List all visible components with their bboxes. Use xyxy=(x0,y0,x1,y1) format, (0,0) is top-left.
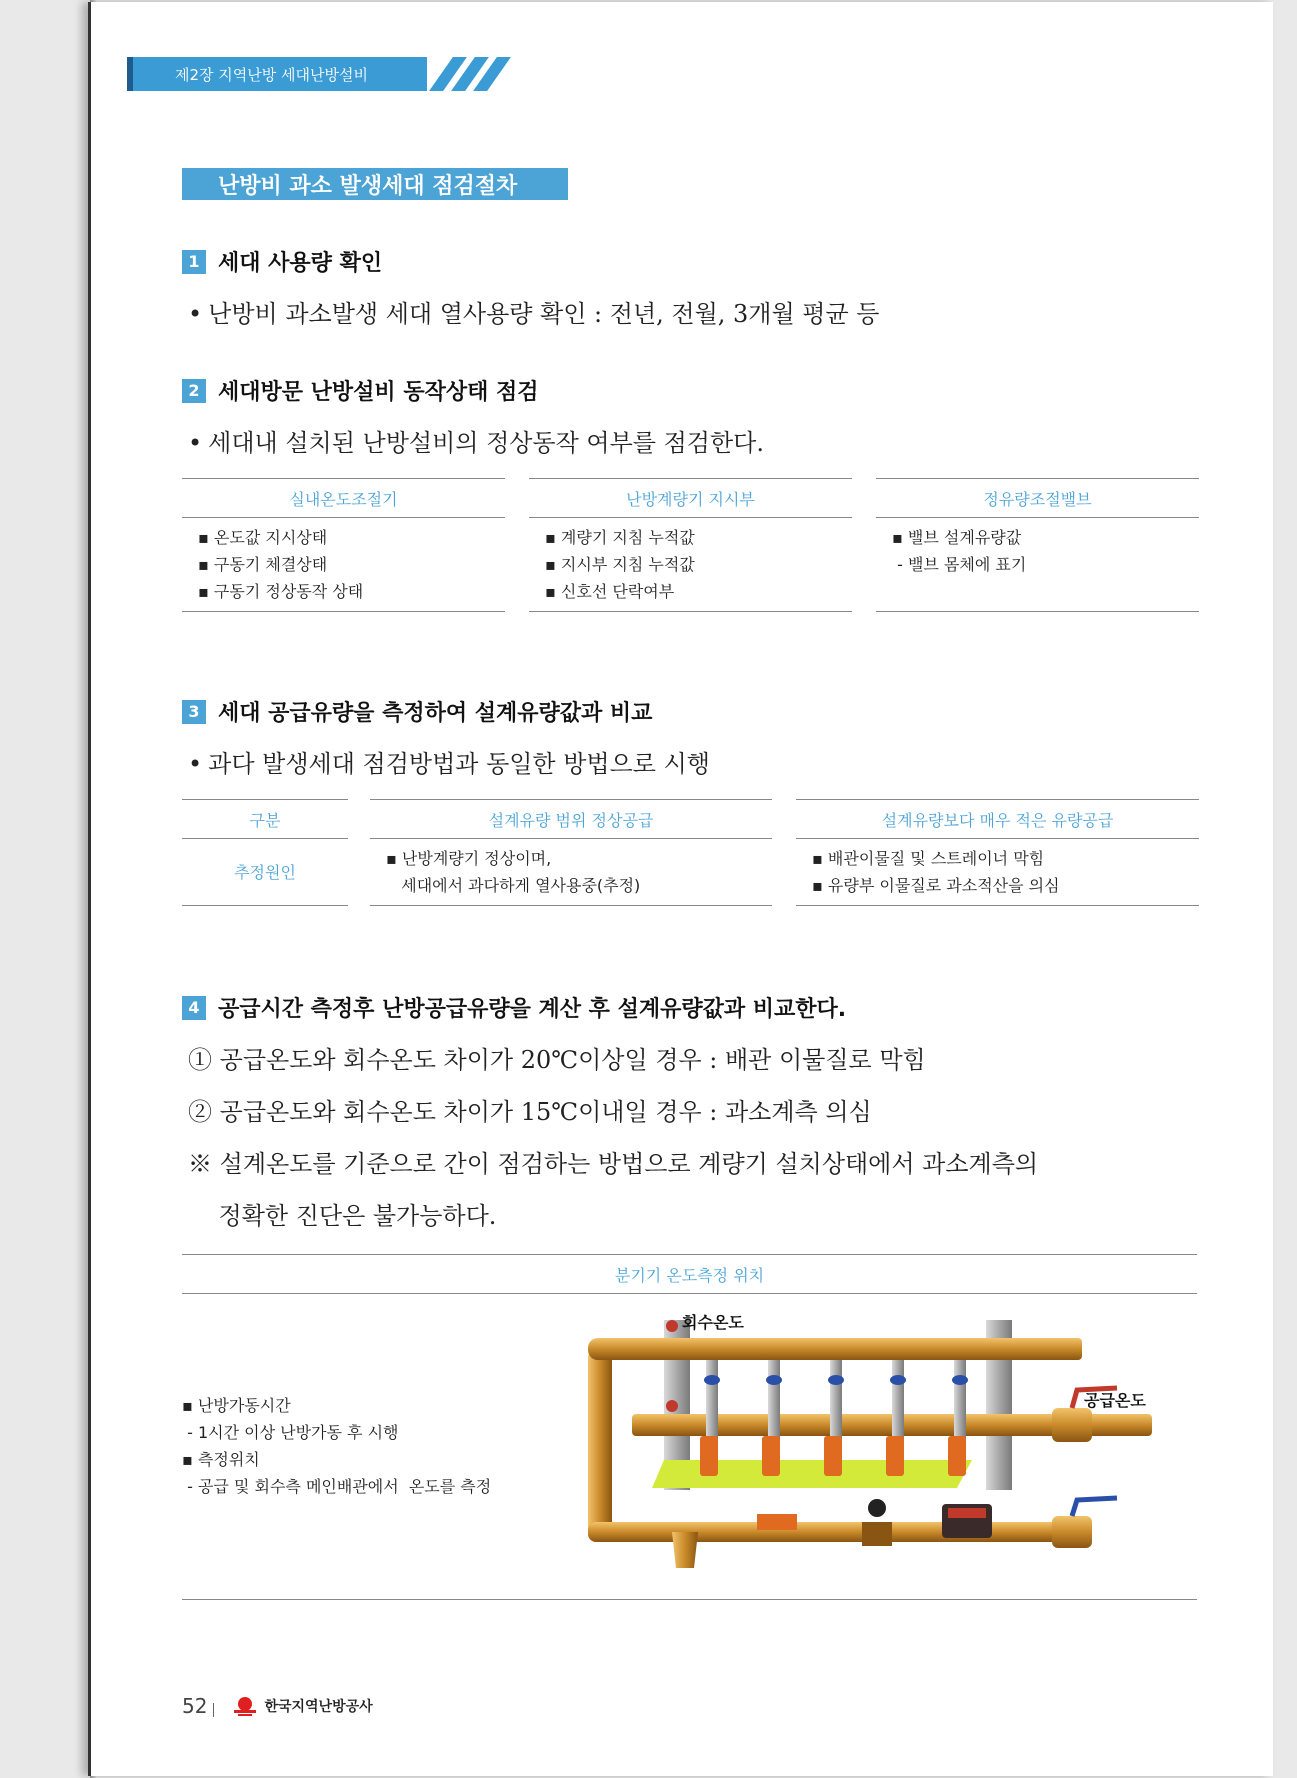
note-item: ▪ 측정위치 xyxy=(182,1450,260,1469)
supply-temp-label: 공급온도 xyxy=(1084,1391,1146,1410)
note-item: - 공급 및 회수측 메인배관에서 온도를 측정 xyxy=(182,1477,492,1496)
step-4-note-cont: 정확한 진단은 불가능하다. xyxy=(188,1202,497,1230)
step-1-line: • 난방비 과소발생 세대 열사용량 확인 : 전년, 전월, 3개월 평균 등 xyxy=(188,300,880,328)
step-title: 세대 공급유량을 측정하여 설계유량값과 비교 xyxy=(218,701,653,726)
column-header: 실내온도조절기 xyxy=(182,478,505,518)
chapter-tab-stripes xyxy=(427,57,507,91)
row-label: 추정원인 xyxy=(234,862,296,882)
compare-column-label xyxy=(182,799,348,906)
step-number: 2 xyxy=(182,379,206,403)
return-header-pipe xyxy=(632,1338,1082,1360)
left-riser-pipe xyxy=(588,1348,612,1538)
table-cell: ▪ 난방계량기 정상이며, xyxy=(386,849,552,868)
flow-control-valve xyxy=(862,1522,892,1546)
step-title: 공급시간 측정후 난방공급유량을 계산 후 설계유량값과 비교한다. xyxy=(218,997,847,1022)
step-4-heading xyxy=(182,992,846,1023)
list-item: - 밸브 몸체에 표기 xyxy=(892,555,1027,574)
org-logo-icon xyxy=(232,1695,258,1717)
list-item: ▪ 밸브 설계유량값 xyxy=(892,528,1022,547)
column-header: 정유량조절밸브 xyxy=(876,478,1199,518)
step-4-line-2: ② 공급온도와 회수온도 차이가 15℃이내일 경우 : 과소계측 의심 xyxy=(188,1098,872,1126)
return-temp-sensor xyxy=(666,1320,678,1332)
list-item: ▪ 구동기 체결상태 xyxy=(198,555,328,574)
supply-ball-valve xyxy=(1052,1408,1092,1442)
step-3-line: • 과다 발생세대 점검방법과 동일한 방법으로 시행 xyxy=(188,750,710,778)
column-header: 설계유량 범위 정상공급 xyxy=(370,799,772,839)
manifold-diagram-section xyxy=(182,1254,1197,1600)
step-number: 3 xyxy=(182,700,206,724)
diagram-bottom-rule xyxy=(182,1599,1197,1600)
bottom-main-pipe xyxy=(588,1522,1088,1542)
table-cell: ▪ 배관이물질 및 스트레이너 막힘 xyxy=(812,849,1045,868)
check-column-thermostat xyxy=(182,478,505,612)
table-cell: ▪ 유량부 이물질로 과소적산을 의심 xyxy=(812,876,1060,895)
step-number: 1 xyxy=(182,250,206,274)
column-header: 설계유량보다 매우 적은 유량공급 xyxy=(796,799,1199,839)
step-title: 세대방문 난방설비 동작상태 점검 xyxy=(218,380,539,405)
page-footer xyxy=(182,1694,373,1718)
page-number: 52 xyxy=(182,1694,208,1718)
step-number: 4 xyxy=(182,996,206,1020)
column-header: 구분 xyxy=(182,799,348,839)
list-item: ▪ 지시부 지침 누적값 xyxy=(545,555,695,574)
note-item: - 1시간 이상 난방가동 후 시행 xyxy=(182,1423,399,1442)
step-title: 세대 사용량 확인 xyxy=(218,251,383,276)
chapter-tab xyxy=(127,57,427,91)
column-header: 난방계량기 지시부 xyxy=(529,478,852,518)
step-4-line-1: ① 공급온도와 회수온도 차이가 20℃이상일 경우 : 배관 이물질로 막힘 xyxy=(188,1046,926,1074)
list-item: ▪ 구동기 정상동작 상태 xyxy=(198,582,364,601)
org-name: 한국지역난방공사 xyxy=(264,1699,373,1715)
list-item: ▪ 신호선 단락여부 xyxy=(545,582,675,601)
compare-column-normal xyxy=(370,799,772,906)
check-column-meter xyxy=(529,478,852,612)
check-column-valve xyxy=(876,478,1199,612)
list-item: ▪ 계량기 지침 누적값 xyxy=(545,528,695,547)
diagram-title: 분기기 온도측정 위치 xyxy=(182,1254,1197,1294)
step-2-heading xyxy=(182,375,539,406)
step-4-note: ※ 설계온도를 기준으로 간이 점검하는 방법으로 계량기 설치상태에서 과소계측의 xyxy=(188,1150,1039,1178)
chapter-title: 제2장 지역난방 세대난방설비 xyxy=(175,65,368,84)
document-page xyxy=(88,2,1273,1776)
return-ball-valve xyxy=(1052,1516,1092,1548)
step-2-line: • 세대내 설치된 난방설비의 정상동작 여부를 점검한다. xyxy=(188,429,764,457)
table-cell: 세대에서 과다하게 열사용중(추정) xyxy=(386,876,641,895)
note-item: ▪ 난방가동시간 xyxy=(182,1396,291,1415)
step-1-heading xyxy=(182,246,382,277)
manifold-illustration xyxy=(572,1310,1172,1580)
return-temp-label: 회수온도 xyxy=(682,1313,744,1332)
strainer xyxy=(672,1532,698,1568)
step-3-heading xyxy=(182,696,652,727)
section-title: 난방비 과소 발생세대 점검절차 xyxy=(182,168,568,200)
diagram-notes xyxy=(182,1392,491,1500)
divider xyxy=(213,1703,214,1717)
list-item: ▪ 온도값 지시상태 xyxy=(198,528,328,547)
compare-column-low xyxy=(796,799,1199,906)
